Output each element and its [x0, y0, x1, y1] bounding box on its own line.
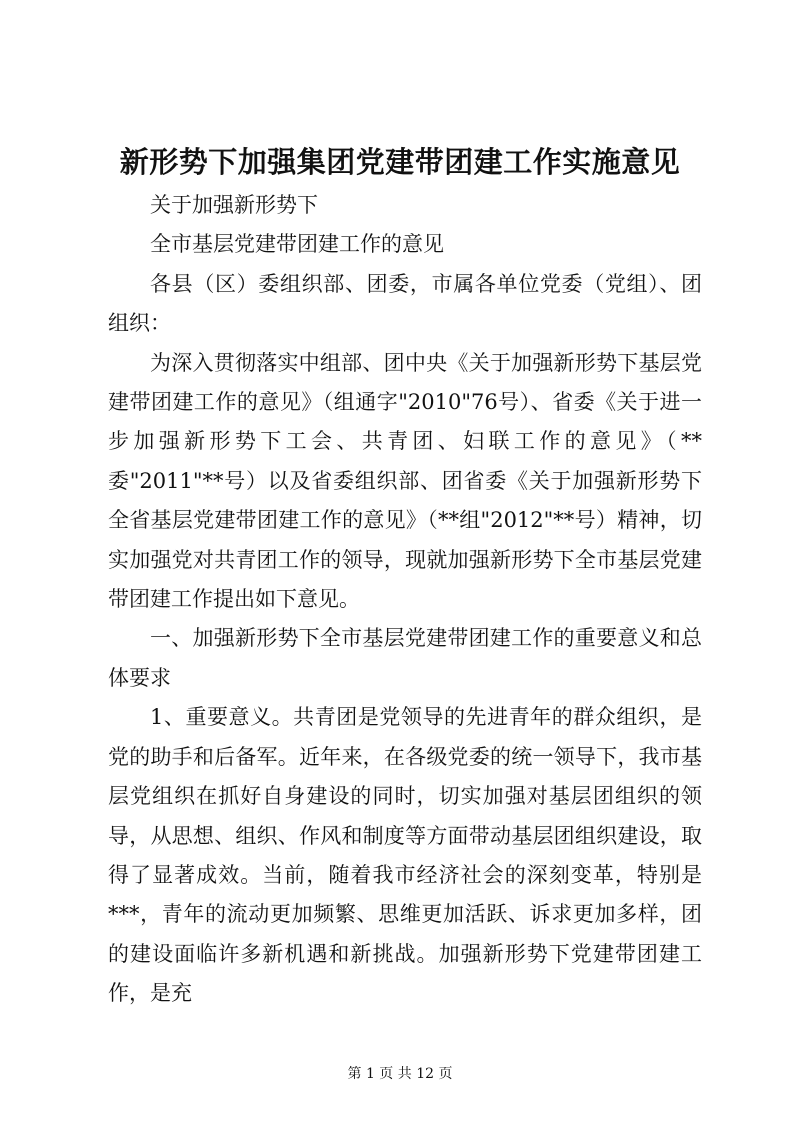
document-title: 新形势下加强集团党建带团建工作实施意见 — [119, 145, 681, 179]
intro-paragraph: 为深入贯彻落实中组部、团中央《关于加强新形势下基层党建带团建工作的意见》（组通字"2010"76号）、省委《关于进一步加强新形势下工会、共青团、妇联工作的意见》（**委"2011"**号）以及省委组织部、团省委《关于加强新形势下全省基层党建带团建工作的意见》（**组"2012"**号）精神，切实加强党对共青团工作的领导，现就加强新形势下全市基层党建带团建工作提出如下意见。 — [108, 350, 702, 612]
section-heading-1: 一、加强新形势下全市基层党建带团建工作的重要意义和总体要求 — [108, 626, 702, 690]
subtitle-line-2: 全市基层党建带团建工作的意见 — [150, 232, 444, 257]
document-body — [108, 186, 702, 1014]
subtitle-line-1: 关于加强新形势下 — [150, 193, 318, 217]
addressee-paragraph: 各县（区）委组织部、团委，市属各单位党委（党组）、团组织： — [108, 271, 702, 336]
page-number: 第 1 页 共 12 页 — [347, 1066, 453, 1082]
significance-paragraph: 1、重要意义。共青团是党领导的先进青年的群众组织，是党的助手和后备军。近年来，在各级党委的统一领导下，我市基层党组织在抓好自身建设的同时，切实加强对基层团组织的领导，从思想、组织、作风和制度等方面带动基层团组织建设，取得了显著成效。当前，随着我市经济社会的深刻变革，特别是***，青年的流动更加频繁、思维更加活跃、诉求更加多样，团的建设面临许多新机遇和新挑战。加强新形势下党建带团建工作，是充 — [108, 705, 702, 1006]
